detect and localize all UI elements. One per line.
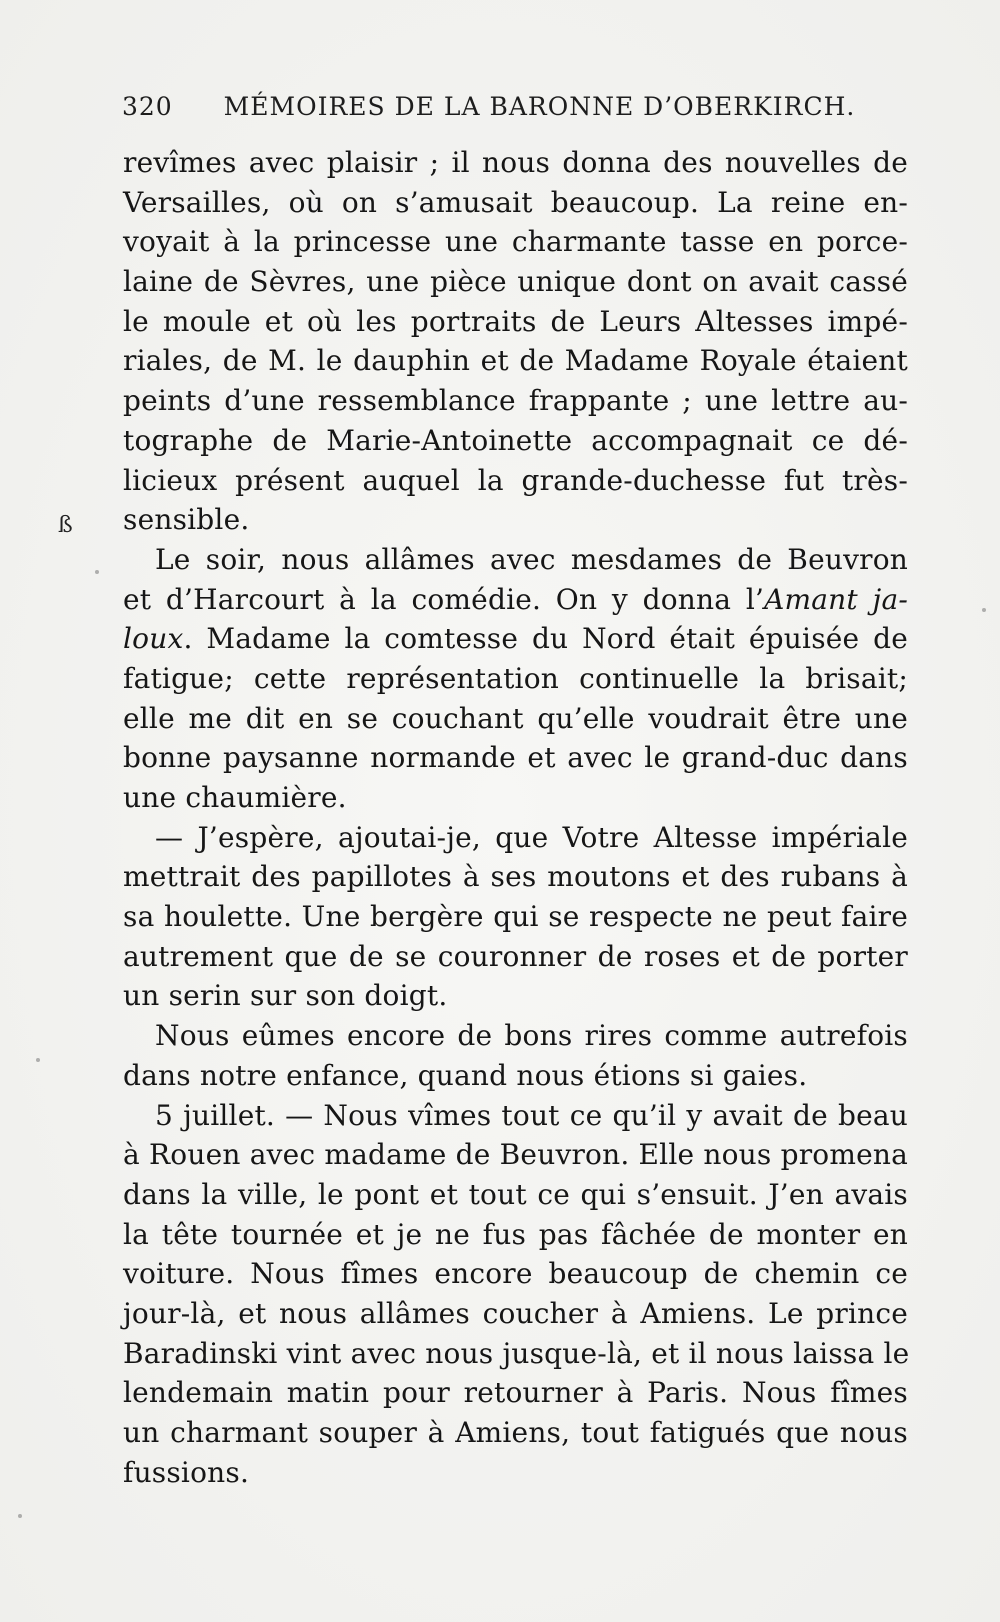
- paper-speck: [18, 1514, 22, 1518]
- text-line: tographe de Marie-Antoinette accompagnait ce dé-: [123, 423, 908, 457]
- body-text: [123, 143, 908, 1492]
- text-line: lendemain matin pour retourner à Paris. Nous fîmes: [123, 1376, 908, 1410]
- text-line: elle me dit en se couchant qu’elle voudrait être une: [123, 701, 908, 735]
- text-line: une chaumière.: [123, 781, 347, 814]
- italic-title-fragment: loux: [123, 622, 184, 656]
- paper-speck: [36, 1058, 40, 1062]
- text-line: un serin sur son doigt.: [123, 979, 448, 1013]
- text-line: — J’espère, ajoutai-je, que Votre Altesse impériale: [155, 820, 908, 854]
- text-line: voiture. Nous fîmes encore beaucoup de chemin ce: [123, 1257, 908, 1291]
- text-line: Nous eûmes encore de bons rires comme autrefois: [155, 1019, 908, 1053]
- running-title: MÉMOIRES DE LA BARONNE D’OBERKIRCH.: [223, 92, 856, 121]
- text-line: Baradinski vint avec nous jusque-là, et il nous laissa le: [123, 1336, 910, 1370]
- text-line: Le soir, nous allâmes avec mesdames de Beuvron: [155, 542, 908, 576]
- italic-title-fragment: Amant ja-: [764, 582, 908, 616]
- text-line: bonne paysanne normande et avec le grand-duc dans: [123, 741, 908, 775]
- text-line: jour-là, et nous allâmes coucher à Amiens. Le prince: [123, 1296, 908, 1330]
- text-line-with-italic: [123, 580, 908, 620]
- text-line: revîmes avec plaisir ; il nous donna des nouvelles de: [123, 146, 908, 179]
- text-line: licieux présent auquel la grande-duchesse fut très-: [123, 463, 908, 497]
- page-header: [122, 92, 856, 132]
- text-line: Versailles, où on s’amusait beaucoup. La reine en-: [123, 185, 908, 219]
- text-line: sensible.: [123, 503, 250, 537]
- text-fragment: et d’Harcourt à la comédie. On y donna l’: [123, 582, 765, 616]
- text-line: un charmant souper à Amiens, tout fatigués que nous: [123, 1416, 908, 1449]
- text-line: autrement que de se couronner de roses et de porter: [123, 939, 908, 973]
- text-line: dans la ville, le pont et tout ce qui s’ensuit. J’en avais: [123, 1177, 908, 1211]
- text-line: fatigue; cette représentation continuelle la brisait;: [123, 661, 908, 695]
- text-line: dans notre enfance, quand nous étions si gaies.: [123, 1058, 808, 1092]
- text-line: le moule et où les portraits de Leurs Altesses impé-: [123, 304, 908, 338]
- text-line: peints d’une ressemblance frappante ; une lettre au-: [123, 384, 908, 418]
- text-line-with-italic: [123, 619, 908, 659]
- text-line: sa houlette. Une bergère qui se respecte ne peut faire: [123, 900, 908, 934]
- text-line: 5 juillet. — Nous vîmes tout ce qu’il y avait de beau: [155, 1098, 908, 1132]
- text-line: la tête tournée et je ne fus pas fâchée de monter en: [123, 1217, 908, 1251]
- text-line: mettrait des papillotes à ses moutons et des rubans à: [123, 860, 908, 894]
- text-line: riales, de M. le dauphin et de Madame Royale étaient: [123, 344, 908, 378]
- paper-speck: [95, 570, 99, 574]
- text-line: à Rouen avec madame de Beuvron. Elle nous promena: [123, 1138, 908, 1172]
- text-fragment: . Madame la comtesse du Nord était épuisée de: [183, 622, 908, 656]
- margin-mark: ß: [58, 513, 73, 538]
- text-line: laine de Sèvres, une pièce unique dont on avait cassé: [123, 265, 908, 299]
- text-line: voyait à la princesse une charmante tasse en porce-: [123, 225, 908, 259]
- text-line: fussions.: [123, 1455, 250, 1489]
- paper-speck: [982, 608, 986, 612]
- page-number: 320: [122, 92, 173, 121]
